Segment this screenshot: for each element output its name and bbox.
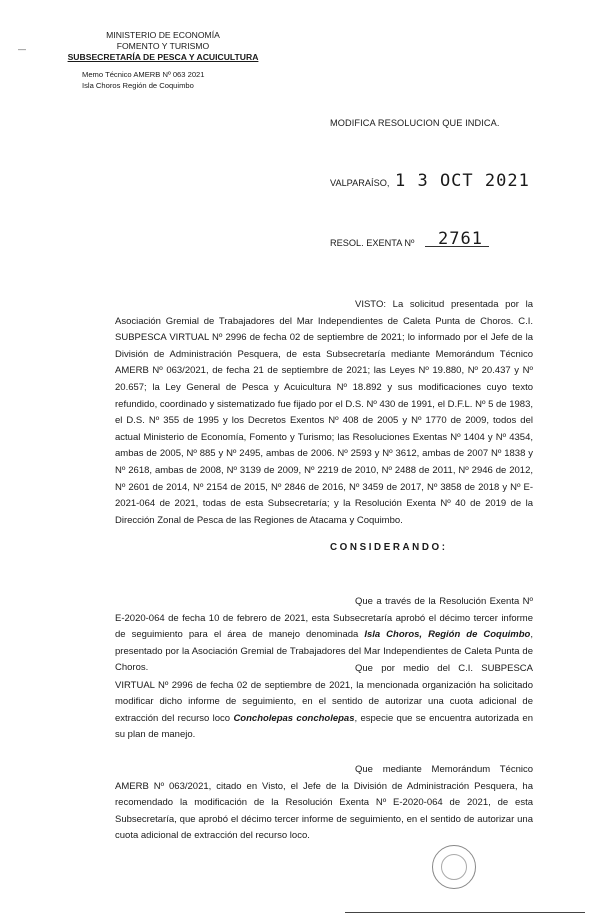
margin-mark: — [18, 45, 26, 54]
visto-paragraph: VISTO: La solicitud presentada por la Asociación Gremial de Trabajadores del Mar Independientes de Caleta Punta de Choros. C.I. SUBPESCA VIRTUAL Nº 2996 de fecha 02 de septiembre de 2021; lo informado por el Jefe de la División de Administración Pesquera, de esta Subsecretaría mediante Memorándum Técnico AMERB Nº 063/2021, de fecha 21 de septiembre de 2021; las Leyes Nº 19.880, Nº 20.437 y Nº 20.657; la Ley General de Pesca y Acuicultura Nº 18.892 y sus modificaciones cuyo texto refundido, coordinado y sistematizado fue fijado por el D.S. Nº 430 de 1991, el D.F.L. Nº 5 de 1983, el D.S. Nº 355 de 1995 y los Decretos Exentos Nº 408 de 2005 y Nº 1770 de 2009, todos del actual Ministerio de Economía, Fomento y Turismo; las Resoluciones Exentas Nº 1404 y Nº 4354, ambas de 2005, Nº 885 y Nº 2495, ambas de 2006. Nº 2593 y Nº 3612, ambas de 2007 Nº 1838 y Nº 2618, ambas de 2008, Nº 3139 de 2009, Nº 2219 de 2010, Nº 2488 de 2011, Nº 2946 de 2012, Nº 2601 de 2014, Nº 2154 de 2015, Nº 2846 de 2016, Nº 3459 de 2017, Nº 3858 de 2018 y Nº E-2021-064 de 2021, todas de esta Subsecretaría; y la Resolución Exenta Nº 40 de 2019 de la Dirección Zonal de Pesca de las Regiones de Atacama y Coquimbo. [115, 299, 533, 526]
resolution-number: 2761 [438, 229, 483, 249]
c2-text-b: , especie que se encuentra autorizada en su plan de manejo. [115, 712, 533, 741]
considerando-paragraph-2 [115, 661, 533, 744]
memo-reference: Memo Técnico AMERB Nº 063 2021 [82, 70, 205, 79]
considerando-paragraph-3: Que mediante Memorándum Técnico AMERB Nº 063/2021, citado en Visto, el Jefe de la División de Administración Pesquera, ha recomendado la modificación de la Resolución Exenta Nº E-2020-064 de 2021, de esta Subsecretaría, que aprobó el décimo tercer informe de seguimiento, en el sentido de autorizar una cuota adicional de extracción del recurso loco. [115, 764, 533, 842]
ministry-name: MINISTERIO DE ECONOMÍA [106, 30, 220, 40]
c1-text-a: Que a través de la Resolución Exenta Nº E-2020-064 de fecha 10 de febrero de 2021, esta Subsecretaría aprobó el décimo tercer informe de seguimiento para el área de manejo denominada [115, 596, 533, 641]
stamp-inner-ring [441, 854, 467, 880]
c1-text-b: , presentado por la Asociación Gremial de Trabajadores del Mar Independientes de Caleta Punta de Choros. [115, 629, 533, 674]
ministry-subtitle: FOMENTO Y TURISMO [116, 41, 210, 51]
resolution-label: RESOL. EXENTA Nº [330, 238, 415, 248]
footer-rule [345, 912, 585, 913]
area-reference: Isla Choros Región de Coquimbo [82, 80, 194, 90]
subsecretariat-name: SUBSECRETARÍA DE PESCA Y ACUICULTURA [67, 52, 259, 62]
official-stamp [432, 845, 476, 889]
document-title: MODIFICA RESOLUCION QUE INDICA. [330, 118, 500, 128]
c2-text-a: Que por medio del C.I. SUBPESCA VIRTUAL Nº 2996 de fecha 02 de septiembre de 2021, la mencionada organización ha solicitado modificar dicho informe de seguimiento, en el sentido de autorizar una cuota adicional de extracción del recurso loco [115, 663, 533, 724]
c2-species-name: Concholepas concholepas [233, 712, 355, 724]
city-label: VALPARAÍSO, [330, 178, 390, 188]
c1-area-name: Isla Choros, Región de Coquimbo [364, 629, 531, 641]
letterhead [48, 30, 278, 63]
date-stamp: 1 3 OCT 2021 [395, 171, 530, 191]
considerando-heading: CONSIDERANDO: [330, 542, 448, 553]
reference-block [82, 70, 282, 91]
